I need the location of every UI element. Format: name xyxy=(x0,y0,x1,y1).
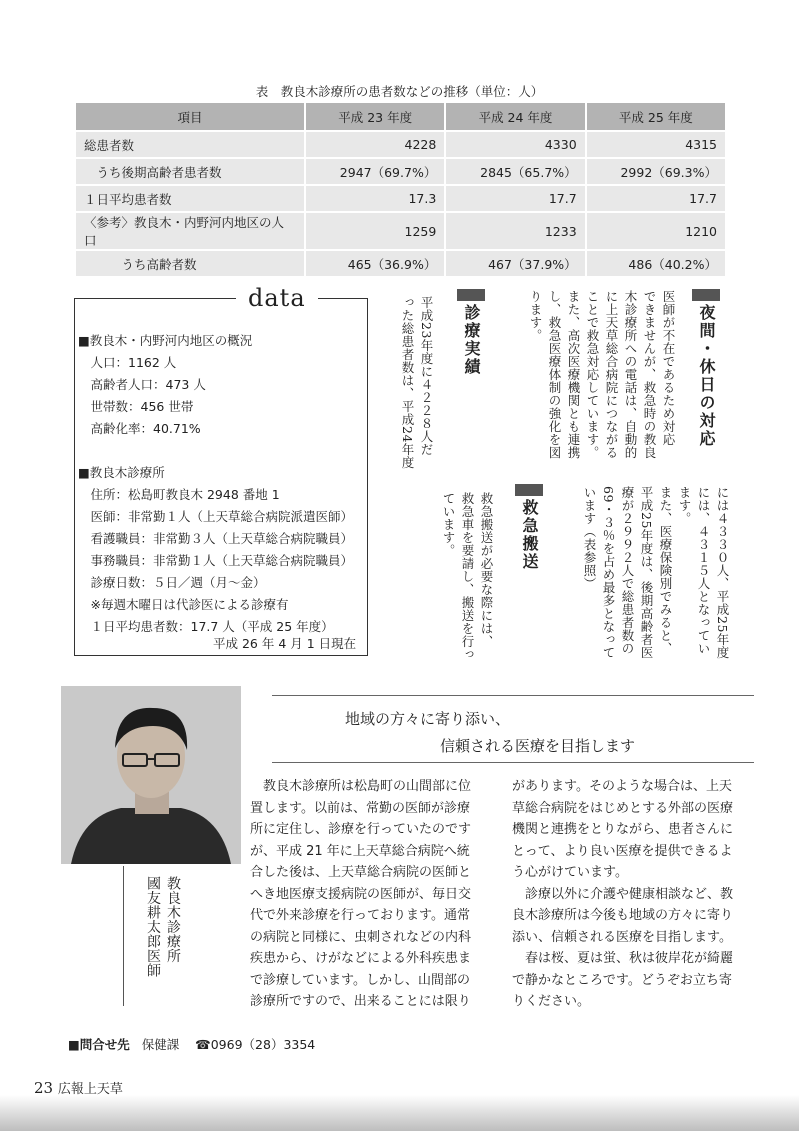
body-line: 診療所ですので、出来ることには限り xyxy=(250,994,471,1009)
body-line: 良木診療所は今後も地域の方々に寄り xyxy=(512,908,734,923)
table-cell: 17.7 xyxy=(586,185,726,212)
row-label: １日平均患者数 xyxy=(75,185,305,212)
body-line: があります。そのような場合は、上天 xyxy=(512,779,732,794)
body-line: 機関と連携をとりながら、患者さんに xyxy=(512,822,734,837)
body-line: 合した後は、上天草総合病院の医師と xyxy=(250,865,472,880)
section-marker xyxy=(692,289,720,301)
vertical-line: います（表参照） xyxy=(582,486,597,590)
body-line: とって、より良い医療を提供できるよ xyxy=(512,843,733,859)
emergency-body xyxy=(432,492,496,662)
table-row xyxy=(75,185,726,212)
footer-band xyxy=(0,1095,799,1131)
row-label: うち後期高齢者患者数 xyxy=(75,158,305,185)
table-header: 平成 24 年度 xyxy=(445,102,585,131)
table-cell: 17.7 xyxy=(445,185,585,212)
body-line: 添い、信頼される医療を目指します。 xyxy=(512,929,732,945)
table-cell: 467（37.9%） xyxy=(445,250,585,277)
vertical-line: 木診療所への電話は、自動的 xyxy=(623,290,638,459)
message-title-line2: 信頼される医療を目指します xyxy=(440,737,636,755)
table-row xyxy=(75,212,726,250)
row-label: 総患者数 xyxy=(75,131,305,158)
body-line: りください。 xyxy=(512,994,591,1009)
message-body-left xyxy=(250,776,498,1013)
emergency-heading: 救急搬送 xyxy=(520,499,539,571)
patient-stats-table xyxy=(74,101,727,278)
page-number: 23 xyxy=(34,1079,54,1097)
table-cell: 17.3 xyxy=(305,185,445,212)
vertical-line: 療が２９９２人で総患者数の xyxy=(620,486,635,655)
night-holiday-heading: 夜間・休日の対応 xyxy=(697,304,716,448)
table-row xyxy=(75,158,726,185)
table-cell: 4315 xyxy=(586,131,726,158)
table-header: 項目 xyxy=(75,102,305,131)
night-holiday-body xyxy=(516,290,678,470)
table-cell: 4330 xyxy=(445,131,585,158)
vertical-line: 69・３％を占め最多となって xyxy=(601,486,616,659)
body-line: で静かなところです。どうぞお立ち寄 xyxy=(512,972,732,988)
vertical-line: 平成23年度に４２２８人だ xyxy=(419,296,434,456)
table-header: 平成 25 年度 xyxy=(586,102,726,131)
results-heading: 診療実績 xyxy=(462,304,481,376)
data-line: １日平均患者数：17.7 人（平成 25 年度） xyxy=(78,619,334,634)
table-cell: 1210 xyxy=(586,212,726,250)
data-line: 事務職員：非常勤１人（上天草総合病院職員） xyxy=(78,553,354,568)
table-row xyxy=(75,131,726,158)
vertical-line: また、医療保険別でみると、 xyxy=(658,486,673,655)
vertical-line: し、救急医療体制の強化を図 xyxy=(547,290,562,459)
contact-info xyxy=(68,1035,315,1053)
table-cell: 2845（65.7%） xyxy=(445,158,585,185)
table-cell: 486（40.2%） xyxy=(586,250,726,277)
table-header: 平成 23 年度 xyxy=(305,102,445,131)
data-box-title: data xyxy=(236,284,318,312)
body-line: う心がけています。 xyxy=(512,865,628,880)
body-line: で診療しています。しかし、山間部の xyxy=(250,972,470,988)
table-cell: 2992（69.3%） xyxy=(586,158,726,185)
doctor-caption xyxy=(139,876,183,1006)
data-line: 人口：1162 人 xyxy=(78,355,177,370)
vertical-line: 医師が不在であるため対応 xyxy=(661,290,676,446)
vertical-line: 平成25年度は、後期高齢者医 xyxy=(639,486,654,659)
table-caption: 表 教良木診療所の患者数などの推移（単位：人） xyxy=(255,84,544,99)
row-label: うち高齢者数 xyxy=(75,250,305,277)
vertical-line: ます。 xyxy=(677,486,692,525)
vertical-line: ています。 xyxy=(441,492,456,557)
publication-name: 広報上天草 xyxy=(57,1082,123,1097)
vertical-line: には４３３０人、平成25年度 xyxy=(715,486,730,659)
caption-clinic: 教良木診療所 xyxy=(165,876,181,963)
contact-label: ■問合せ先 xyxy=(68,1037,130,1052)
contact-dept: 保健課 xyxy=(141,1037,180,1052)
vertical-line: った総患者数は、平成24年度 xyxy=(400,296,415,469)
data-line: 看護職員：非常勤３人（上天草総合病院職員） xyxy=(78,531,354,546)
body-line: 春は桜、夏は蛍、秋は彼岸花が綺麗 xyxy=(512,951,734,966)
vertical-line: ことで救急対応しています。 xyxy=(585,290,600,459)
vertical-line: に上天草総合病院につながる xyxy=(604,290,619,459)
body-line: の病院と同様に、虫刺されなどの内科 xyxy=(250,929,472,945)
table-cell: 465（36.9%） xyxy=(305,250,445,277)
message-top-rule xyxy=(272,695,754,696)
table-cell: 1259 xyxy=(305,212,445,250)
doctor-photo xyxy=(61,686,241,864)
body-line: 診療以外に介護や健康相談など、教 xyxy=(512,886,734,902)
body-line: 置します。以前は、常勤の医師が診療 xyxy=(250,800,470,816)
vertical-line: には、４３１５人となってい xyxy=(696,486,711,655)
body-line: 所に定住し、診療を行っていたのです xyxy=(250,822,472,837)
vertical-line: できませんが、救急時の教良 xyxy=(642,290,657,459)
section-marker xyxy=(515,484,543,496)
row-label: 〈参考〉教良木・内野河内地区の人口 xyxy=(75,212,305,250)
data-box-content xyxy=(78,330,353,638)
data-line: 高齢者人口：473 人 xyxy=(78,377,206,392)
data-line: 診療日数：５日／週（月～金） xyxy=(78,575,266,590)
body-line: 疾患から、けがなどによる外科疾患ま xyxy=(250,951,472,966)
data-line: ■教良木診療所 xyxy=(78,465,165,480)
message-bottom-rule xyxy=(272,762,754,763)
data-line: 世帯数：456 世帯 xyxy=(78,399,194,414)
table-cell: 4228 xyxy=(305,131,445,158)
data-line: ※毎週木曜日は代診医による診療有 xyxy=(78,597,289,612)
results-body-part2 xyxy=(570,486,732,661)
data-line xyxy=(78,440,353,462)
results-body-part1 xyxy=(392,296,436,476)
table-row xyxy=(75,250,726,277)
body-line: 草総合病院をはじめとする外部の医療 xyxy=(512,800,734,816)
contact-phone: ☎0969（28）3354 xyxy=(195,1037,316,1052)
body-line: 代で外来診療を行っております。通常 xyxy=(250,908,470,923)
table-cell: 1233 xyxy=(445,212,585,250)
body-line: 教良木診療所は松島町の山間部に位 xyxy=(250,779,472,794)
data-line: 住所：松島町教良木 2948 番地 1 xyxy=(78,487,280,502)
section-marker xyxy=(457,289,485,301)
table-cell: 2947（69.7%） xyxy=(305,158,445,185)
message-body-right xyxy=(512,776,760,1013)
body-line: が、平成 21 年に上天草総合病院へ統 xyxy=(250,843,470,859)
data-box-date: 平成 26 年 4 月 1 日現在 xyxy=(213,636,357,651)
vertical-line: 救急車を要請し、搬送を行っ xyxy=(460,492,475,661)
caption-divider xyxy=(123,866,124,1006)
footer-page-info xyxy=(34,1078,123,1097)
message-title-line1: 地域の方々に寄り添い、 xyxy=(345,710,511,728)
body-line: へき地医療支援病院の医師が、毎日交 xyxy=(250,886,472,902)
caption-doctor: 國友耕太郎医師 xyxy=(145,876,161,978)
table-header-row xyxy=(75,102,726,131)
data-line: 高齢化率：40.71% xyxy=(78,421,201,436)
data-line: ■教良木・内野河内地区の概況 xyxy=(78,333,253,348)
vertical-line: 救急搬送が必要な際には、 xyxy=(479,492,494,648)
data-line: 医師：非常勤１人（上天草総合病院派遣医師） xyxy=(78,509,354,524)
vertical-line: ります。 xyxy=(528,290,543,342)
vertical-line: また、高次医療機関とも連携 xyxy=(566,290,581,459)
